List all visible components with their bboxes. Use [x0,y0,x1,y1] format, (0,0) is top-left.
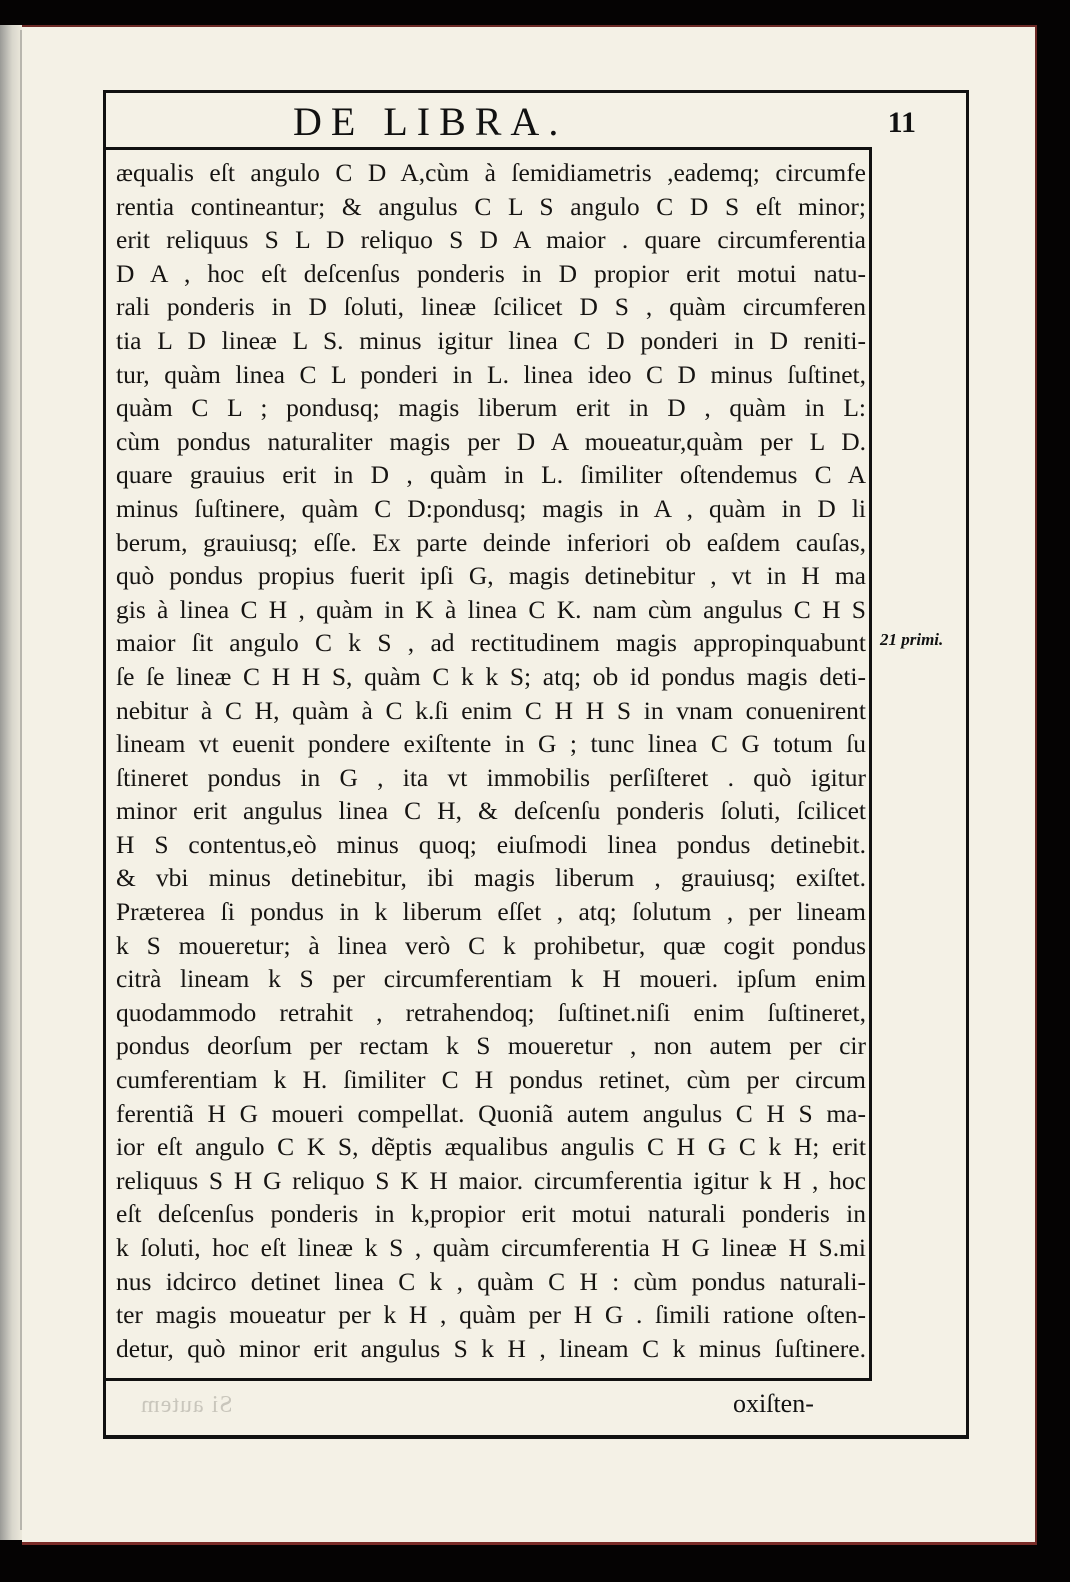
text-line: ter magis moueatur per k H , quàm per H G . ſimili ratione oſten- [116,1300,866,1330]
text-line: ſe ſe lineæ C H H S, quàm C k k S; atq; ob id pondus magis deti- [116,661,866,691]
text-line: rentia contineantur; & angulus C L S angulo C D S eſt minor; [116,191,866,221]
text-line: k S moueretur; à linea verò C k prohibetur, quæ cogit pondus [116,930,866,960]
text-line: lineam vt euenit pondere exiſtente in G ; tunc linea C G totum ſu [116,729,866,759]
page-number: 11 [887,106,916,139]
text-line: quare grauius erit in D , quàm in L. ſimiliter oſtendemus C A [116,460,866,490]
text-line: minor erit angulus linea C H, & deſcenſu ponderis ſoluti, ſcilicet [116,796,866,826]
text-line: nus idcirco detinet linea C k , quàm C H : cùm pondus naturali- [116,1266,866,1296]
book-gutter [0,25,22,1540]
text-line: maior ſit angulo C k S , ad rectitudinem magis appropinquabunt [116,628,866,658]
text-line: Præterea ſi pondus in k liberum eſſet , atq; ſolutum , per lineam [116,897,866,927]
text-line: eſt deſcenſus ponderis in k,propior erit motui naturali ponderis in [116,1199,866,1229]
text-line: ferentiã H G moueri compellat. Quoniã autem angulus C H S ma- [116,1098,866,1128]
running-title: DE LIBRA. [293,99,568,144]
text-line: quodammodo retrahit , retrahendoq; ſuſtinet.niſi enim ſuſtineret, [116,997,866,1027]
text-line: detur, quò minor erit angulus S k H , lineam C k minus ſuſtinere. [116,1333,866,1363]
text-line: reliquus S H G reliquo S K H maior. circumferentia igitur k H , hoc [116,1165,866,1195]
text-line: D A , hoc eſt deſcenſus ponderis in D propior erit motui natu- [116,258,866,288]
text-line: ſtineret pondus in G , ita vt immobilis perſiſteret . quò igitur [116,762,866,792]
text-line: rali ponderis in D ſoluti, lineæ ſcilicet D S , quàm circumferen [116,292,866,322]
text-line: cùm pondus naturaliter magis per D A moueatur,quàm per L D. [116,426,866,456]
text-line: & vbi minus detinebitur, ibi magis liberum , grauiusq; exiſtet. [116,863,866,893]
text-line: k ſoluti, hoc eſt lineæ k S , quàm circumferentia H G lineæ H S.mi [116,1233,866,1262]
margin-note: 21 primi. [880,630,944,649]
text-line: tur, quàm linea C L ponderi in L. linea ideo C D minus ſuſtinet, [116,359,866,389]
text-line: nebitur à C H, quàm à C k.ſi enim C H H S in vnam conuenirent [116,695,866,725]
text-line: berum, grauiusq; eſſe. Ex parte deinde inferiori ob eaſdem cauſas, [116,527,866,557]
text-line: citrà lineam k S per circumferentiam k H moueri. ipſum enim [116,964,866,994]
text-line: quàm C L ; pondusq; magis liberum erit in D , quàm in L: [116,393,866,423]
text-line: pondus deorſum per rectam k S moueretur , non autem per cir [116,1031,866,1061]
text-line: æqualis eſt angulo C D A,cùm à ſemidiametris ,eademq; circumfe [116,158,866,187]
text-line: gis à linea C H , quàm in K à linea C K. nam cùm angulus C H S [116,594,866,624]
catchword: oxiſten- [733,1389,814,1418]
text-line: cumferentiam k H. ſimiliter C H pondus retinet, cùm per circum [116,1065,866,1095]
body-text [116,156,866,1365]
show-through-text: Si autem [140,1392,233,1418]
text-line: tia L D lineæ L S. minus igitur linea C D ponderi in D reniti- [116,325,866,355]
text-line: minus ſuſtinere, quàm C D:pondusq; magis in A , quàm in D li [116,493,866,523]
text-line: ior eſt angulo C K S, dẽptis æqualibus angulis C H G C k H; erit [116,1132,866,1162]
page-header [108,96,958,146]
text-line: erit reliquus S L D reliquo S D A maior . quare circumferentia [116,225,866,255]
text-line: H S contentus,eò minus quoq; eiuſmodi linea pondus detinebit. [116,829,866,859]
text-line: quò pondus propius fuerit ipſi G, magis detinebitur , vt in H ma [116,561,866,591]
